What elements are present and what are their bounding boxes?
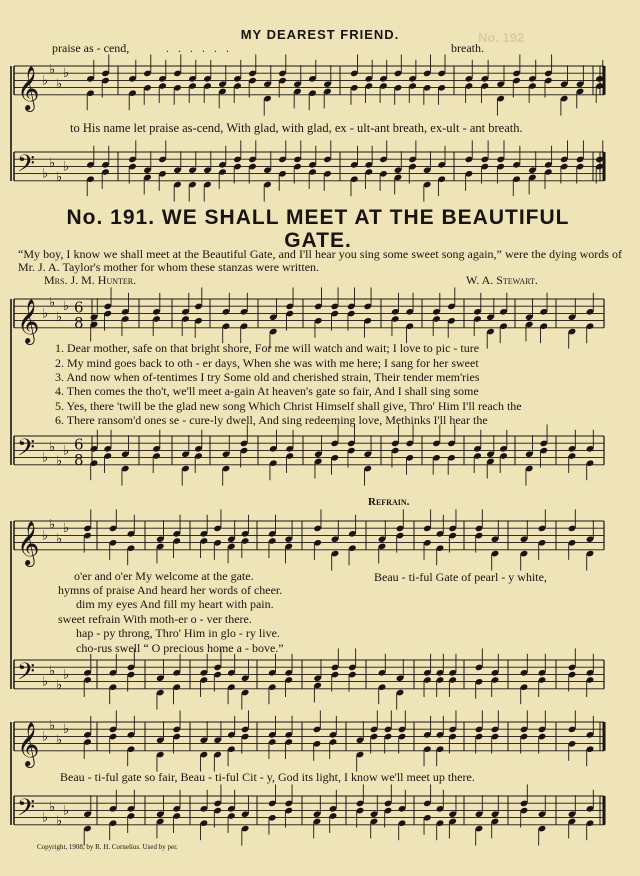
lyric-above-dots: . . . . . . <box>166 41 232 55</box>
verse-continuation-line: hymns of praise And heard her words of cheer. <box>58 583 283 597</box>
flat-sign-icon: ♭ <box>49 663 56 679</box>
verse-continuation-line: o'er and o'er My welcome at the gate. <box>74 569 254 583</box>
verse-continuation-line: hap - py throng, Thro' Him in glo - ry live. <box>76 626 280 640</box>
time-signature-bottom: 8 <box>74 450 84 469</box>
flat-sign-icon: ♭ <box>49 517 56 533</box>
flat-sign-icon: ♭ <box>63 299 70 315</box>
refrain-lyric-1: Beau - ti-ful Gate of pearl - y white, <box>374 570 547 584</box>
hymn-note: “My boy, I know we shall meet at the Beautiful Gate, and I'll hear you sing some sweet song again,” were the dying words of Mr. J. A. Taylor's mother for whom these stanzas were written. <box>18 247 622 274</box>
treble-clef-icon: 𝄞 <box>17 65 40 110</box>
flat-sign-icon: ♭ <box>49 155 56 171</box>
flat-sign-icon: ♭ <box>56 310 63 325</box>
bass-clef-icon: 𝄢 <box>17 657 36 691</box>
refrain-lyric-2: Beau - ti-ful gate so fair, Beau - ti-ful Cit - y, God its light, I know we'll meet up there. <box>60 770 475 784</box>
flat-sign-icon: ♭ <box>49 439 56 455</box>
flat-sign-icon: ♭ <box>56 77 63 92</box>
verse-continuation-line: dim my eyes And fill my heart with pain. <box>76 597 274 611</box>
verse-continuation-line: sweet refrain With moth-er o - ver there. <box>58 612 252 626</box>
flat-sign-icon: ♭ <box>63 159 70 175</box>
refrain-label: Refrain. <box>368 496 410 508</box>
flat-sign-icon: ♭ <box>49 295 56 311</box>
flat-sign-icon: ♭ <box>63 521 70 537</box>
lyric-above-left: praise as - cend, <box>52 41 130 55</box>
verse-line: 1. Dear mother, safe on that bright shore, For me will watch and wait; I love to pic - ture <box>55 341 480 355</box>
verse-line: 3. And now when of-tentimes I try Some old and cherished strain, Their tender mem'ries <box>55 370 480 384</box>
flat-sign-icon: ♭ <box>49 799 56 815</box>
lyric-above-right: breath. <box>451 41 484 55</box>
flat-sign-icon: ♭ <box>42 528 49 544</box>
time-signature-top: 6 <box>74 435 84 454</box>
flat-sign-icon: ♭ <box>42 450 49 466</box>
flat-sign-icon: ♭ <box>42 73 49 89</box>
flat-sign-icon: ♭ <box>42 166 49 182</box>
flat-sign-icon: ♭ <box>63 803 70 819</box>
flat-sign-icon: ♭ <box>56 532 63 547</box>
bass-clef-icon: 𝄢 <box>17 433 36 467</box>
verse-line: 5. Yes, there 'twill be the glad new song Which Christ Himself shall give, Thro' Him I'll reach the <box>55 399 522 413</box>
flat-sign-icon: ♭ <box>42 810 49 826</box>
time-signature-bottom: 8 <box>74 313 84 332</box>
flat-sign-icon: ♭ <box>63 66 70 82</box>
verse-line: 2. My mind goes back to oth - er days, When she was with me here; I sang for her sweet <box>55 356 479 370</box>
verse-line: 6. There ransom'd ones se - cure-ly dwell, And sing redeeming love, Methinks I'll hear the <box>55 413 488 427</box>
treble-clef-icon: 𝄞 <box>17 721 40 766</box>
bleed-through-text: No. 192 <box>478 30 525 45</box>
flat-sign-icon: ♭ <box>56 454 63 470</box>
treble-clef-icon: 𝄞 <box>17 520 40 565</box>
flat-sign-icon: ♭ <box>56 814 63 830</box>
verse-line: 4. Then comes the tho't, we'll meet a-gain At heaven's gate so fair, And I shall sing some <box>55 384 479 398</box>
flat-sign-icon: ♭ <box>49 62 56 78</box>
treble-clef-icon: 𝄞 <box>17 298 40 343</box>
bass-clef-icon: 𝄢 <box>17 793 36 827</box>
flat-sign-icon: ♭ <box>56 733 63 748</box>
time-signature-top: 6 <box>74 298 84 317</box>
flat-sign-icon: ♭ <box>42 729 49 745</box>
flat-sign-icon: ♭ <box>63 443 70 459</box>
bass-clef-icon: 𝄢 <box>17 149 36 183</box>
flat-sign-icon: ♭ <box>56 170 63 186</box>
copyright: Copyright, 1908, by R. H. Cornelius. Used by per. <box>37 843 178 851</box>
previous-hymn-title: MY DEAREST FRIEND. <box>240 27 400 42</box>
flat-sign-icon: ♭ <box>49 718 56 734</box>
composer: W. A. Stewart. <box>466 273 538 287</box>
author: Mrs. J. M. Hunter. <box>44 273 137 287</box>
verse-continuation-line: cho-rus swell “ O precious home a - bove.” <box>76 641 284 655</box>
flat-sign-icon: ♭ <box>42 674 49 690</box>
lyric-below-top: to His name let praise as-cend, With glad, with glad, ex - ult-ant breath, ex-ult - ant breath. <box>70 121 523 135</box>
hymn-title-line2: GATE. <box>284 229 352 252</box>
flat-sign-icon: ♭ <box>63 722 70 738</box>
flat-sign-icon: ♭ <box>42 306 49 322</box>
hymn-title: No. 191. WE SHALL MEET AT THE BEAUTIFUL <box>66 206 570 229</box>
flat-sign-icon: ♭ <box>56 678 63 694</box>
flat-sign-icon: ♭ <box>63 667 70 683</box>
